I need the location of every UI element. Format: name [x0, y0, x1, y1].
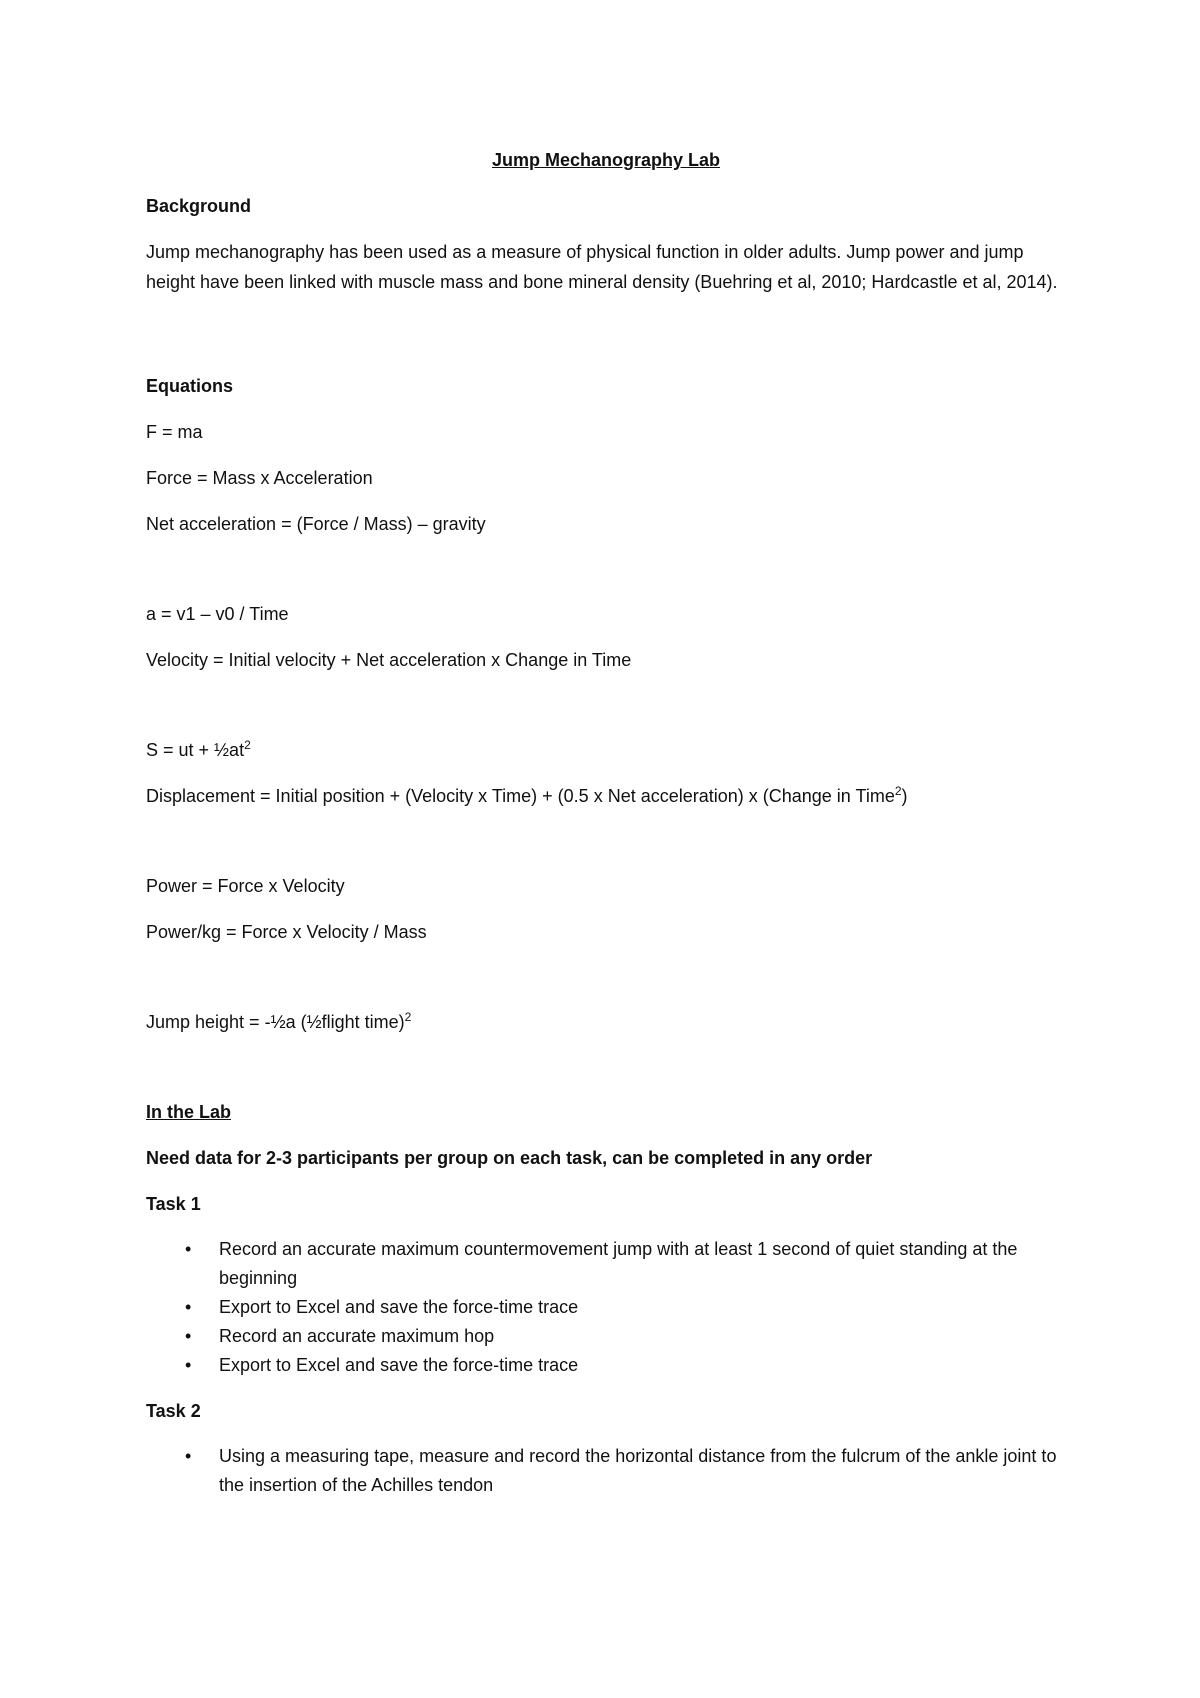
list-item — [146, 1293, 1066, 1322]
task-1-heading: Task 1 — [146, 1194, 201, 1214]
bullet-icon: • — [185, 1326, 192, 1346]
list-item-text: Record an accurate maximum countermovement jump with at least 1 second of quiet standing at the beginning — [219, 1239, 1018, 1288]
equation-force: Force = Mass x Acceleration — [146, 468, 373, 488]
equation-displacement-end: ) — [901, 786, 908, 806]
task-1-list — [146, 1235, 1066, 1380]
spacer — [146, 691, 1066, 735]
list-item-text: Export to Excel and save the force-time trace — [219, 1355, 579, 1375]
equation-s-main: S = ut + ½at — [146, 740, 245, 760]
equation-displacement — [146, 781, 1066, 811]
background-paragraph: Jump mechanography has been used as a measure of physical function in older adults. Jump power and jump height have been linked with muscle mass and bone mineral density (Buehring et al, 2010; Hardcastle et al, 2014). — [146, 242, 1058, 292]
spacer — [146, 555, 1066, 599]
bullet-icon: • — [185, 1446, 192, 1466]
equation-power-per-kg: Power/kg = Force x Velocity / Mass — [146, 922, 427, 942]
background-heading: Background — [146, 196, 252, 216]
in-the-lab-heading: In the Lab — [146, 1102, 231, 1122]
bullet-icon: • — [185, 1355, 192, 1375]
spacer — [146, 1053, 1066, 1097]
bullet-icon: • — [185, 1239, 192, 1259]
equation-s — [146, 735, 1066, 765]
list-item — [146, 1351, 1066, 1380]
list-item-text: Record an accurate maximum hop — [219, 1326, 495, 1346]
equation-displacement-main: Displacement = Initial position + (Velocity x Time) + (0.5 x Net acceleration) x (Change in Time — [146, 786, 895, 806]
bullet-icon: • — [185, 1297, 192, 1317]
list-item — [146, 1442, 1066, 1500]
equation-jump-height-main: Jump height = -½a (½flight time) — [146, 1012, 405, 1032]
list-item-text: Using a measuring tape, measure and record the horizontal distance from the fulcrum of the ankle joint to the insertion of the Achilles tendon — [219, 1446, 1057, 1495]
equation-power: Power = Force x Velocity — [146, 876, 345, 896]
equation-jump-height — [146, 1007, 1066, 1037]
list-item — [146, 1235, 1066, 1293]
task-2-list — [146, 1442, 1066, 1500]
spacer — [146, 313, 1066, 371]
document-page — [146, 145, 1066, 1516]
equation-s-superscript: 2 — [244, 738, 251, 752]
list-item-text: Export to Excel and save the force-time trace — [219, 1297, 579, 1317]
task-2-heading: Task 2 — [146, 1401, 201, 1421]
document-title: Jump Mechanography Lab — [491, 150, 721, 170]
spacer — [146, 827, 1066, 871]
spacer — [146, 963, 1066, 1007]
equation-f-ma: F = ma — [146, 422, 203, 442]
equation-a: a = v1 – v0 / Time — [146, 604, 289, 624]
equations-heading: Equations — [146, 376, 234, 396]
equation-jump-height-superscript: 2 — [404, 1010, 412, 1024]
equation-displacement-superscript: 2 — [894, 784, 902, 798]
lab-instructions: Need data for 2-3 participants per group on each task, can be completed in any order — [146, 1148, 873, 1168]
equation-net-acceleration: Net acceleration = (Force / Mass) – gravity — [146, 514, 486, 534]
equation-velocity: Velocity = Initial velocity + Net acceleration x Change in Time — [146, 650, 632, 670]
list-item — [146, 1322, 1066, 1351]
